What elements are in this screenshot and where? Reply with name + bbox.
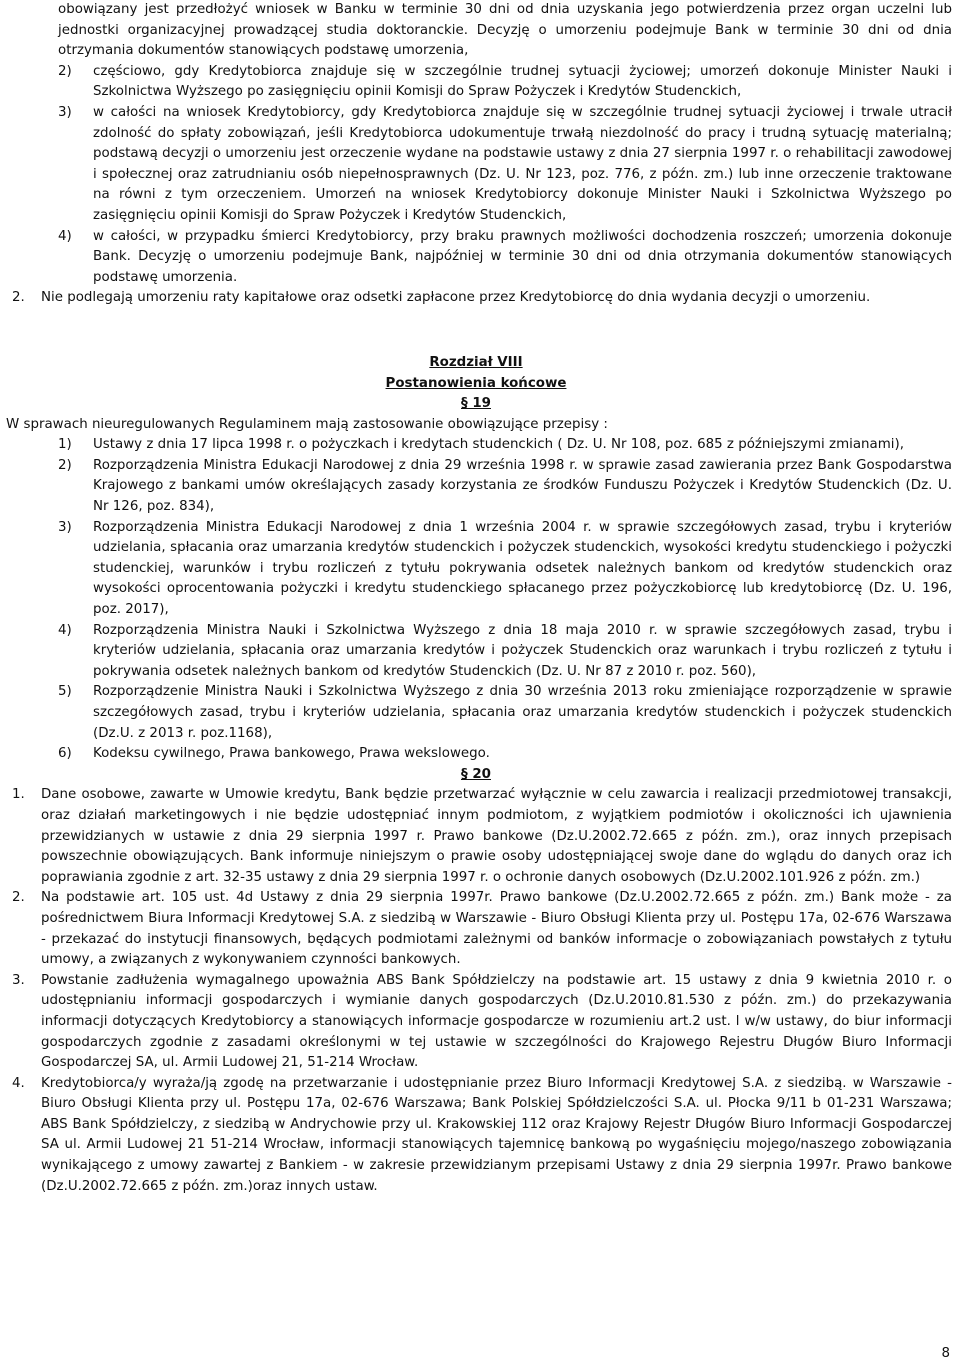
list-item-text: Rozporządzenie Ministra Nauki i Szkolnictwa Wyższego z dnia 30 września 2013 roku zmieniające rozporządzenie w sprawie szczegółowych zasad, trybu i kryteriów udzielania, spłacania oraz umarzania kredytów studenckich i pożyczek studenckich (Dz.U. z 2013 r. poz.1168), bbox=[93, 684, 952, 741]
list-item bbox=[58, 744, 952, 765]
point-number: 2. bbox=[12, 290, 25, 306]
list-item-text: Dane osobowe, zawarte w Umowie kredytu, Bank będzie przetwarzać wyłącznie w celu zawarcia i realizacji przedmiotowej transakcji, oraz działań marketingowych i nie będzie udostępniać innym podmiotom, z wyjątkiem podmiotów i okoliczności ich ujawnienia przewidzianych w ustawie z dnia 29 sierpnia 1997 r. Prawo bankowe (Dz.U.2002.72.665 z późn. zm.), oraz innych przepisach powszechnie obowiązujących. Bank informuje niniejszym o prawie osoby udostępniającej swoje dane do wglądu do danych oraz ich poprawiania zgodnie z art. 32-35 ustawy z dnia 29 sierpnia 1997 r. o ochronie danych osobowych (Dz.U.2002.101.926 z późn. zm.) bbox=[41, 787, 952, 885]
list-item bbox=[58, 682, 952, 744]
continuation-paragraph: obowiązany jest przedłożyć wniosek w Banku w terminie 30 dni od dnia uzyskania jego potwierdzenia przez organ uczelni lub jednostki organizacyjnej prowadzącej studia doktoranckie. Decyzję o umorzeniu podejmuje Bank w terminie 30 dni od dnia otrzymania dokumentów stanowiących podstawę umorzenia, bbox=[58, 2, 952, 59]
section-20-sign: § 20 bbox=[461, 766, 491, 782]
list-item-number: 1. bbox=[12, 787, 25, 803]
list-item-number: 2. bbox=[12, 890, 25, 906]
list-item bbox=[58, 621, 952, 683]
list-item bbox=[6, 1074, 952, 1198]
point-text: Nie podlegają umorzeniu raty kapitałowe oraz odsetki zapłacone przez Kredytobiorcę do dnia wydania decyzji o umorzeniu. bbox=[41, 290, 871, 306]
section-19-sign: § 19 bbox=[461, 396, 491, 412]
list-item-text: Rozporządzenia Ministra Edukacji Narodowej z dnia 29 września 1998 r. w sprawie zasad zawierania przez Bank Gospodarstwa Krajowego z bankami umów określających zasady korzystania ze środków Funduszu Pożyczek i Kredytów Studenckich (Dz. U. Nr 126, poz. 834), bbox=[93, 457, 952, 515]
list-item bbox=[58, 62, 952, 103]
section-20-list bbox=[12, 785, 952, 1197]
list-item-number: 4) bbox=[58, 228, 72, 244]
list-item-number: 1) bbox=[58, 437, 72, 453]
list-item-text: częściowo, gdy Kredytobiorca znajduje się w szczególnie trudnej sytuacji życiowej; umorzeń dokonuje Minister Nauki i Szkolnictwa Wyższego po zasięgnięciu opinii Komisji do Spraw Pożyczek i Kredytów Studenckich, bbox=[93, 63, 952, 100]
list-item-text: Powstanie zadłużenia wymagalnego upoważnia ABS Bank Spółdzielczy na podstawie art. 15 ustawy z dnia 9 kwietnia 2010 r. o udostępnianiu informacji gospodarczych i wymianie danych gospodarczych (Dz.U.2010.81.530 z późn. zm.) do przekazywania informacji dotyczących Kredytobiorcy a stanowiących informacje gospodarcze w rozumieniu art.2 ust. l w/w ustawy, do biur informacji gospodarczych zgodnie z zasadami określonymi w tej ustawie w szczególności do Krajowego Rejestru Długów Biuro Informacji Gospodarczej SA, ul. Armii Ludowej 21, 51-214 Wrocław. bbox=[41, 972, 952, 1071]
chapter-subtitle: Postanowienia końcowe bbox=[385, 375, 567, 391]
list-item-number: 3) bbox=[58, 104, 72, 120]
list-item-number: 2) bbox=[58, 457, 72, 473]
list-item-text: Na podstawie art. 105 ust. 4d Ustawy z dnia 29 sierpnia 1997r. Prawo bankowe (Dz.U.2002.72.665 z późn. zm.) Bank może - za pośrednictwem Biura Informacji Kredytowej S.A. z siedzibą w Warszawie - Biuro Obsługi Klienta przy ul. Postępu 17a, 02-676 Warszawa - przekazać do instytucji finansowych, będących podmiotami zależnymi od banków informacje o zobowiązaniach powstałych z tytułu umowy, a związanych z wykonywaniem czynności bankowych. bbox=[41, 890, 952, 968]
chapter-title: Rozdział VIII bbox=[429, 354, 523, 370]
section-19-list bbox=[58, 435, 952, 765]
list-item-number: 6) bbox=[58, 746, 72, 762]
list-item-number: 4) bbox=[58, 622, 72, 638]
list-item bbox=[6, 971, 952, 1074]
point-2 bbox=[6, 288, 952, 309]
list-item bbox=[58, 103, 952, 227]
list-item-text: w całości na wniosek Kredytobiorcy, gdy Kredytobiorca znajduje się w szczególnie trudnej sytuacji życiowej i trwale utracił zdolność do spłaty zobowiązań, jeśli Kredytobiorca udokumentuje trwałą niezdolność do pracy i trudną sytuację materialną; podstawą decyzji o umorzeniu jest orzeczenie wydane na podstawie ustawy z dnia 27 sierpnia 1997 r. o rehabilitacji zawodowej i społecznej oraz zatrudnianiu osób niepełnosprawnych (Dz. U. Nr 123, poz. 776, z późn. zm.) lub inne orzeczenie traktowane na równi z tym orzeczeniem. Umorzeń na wniosek Kredytobiorcy dokonuje Minister Nauki i Szkolnictwa Wyższego po zasięgnięciu opinii Komisji do Spraw Pożyczek i Kredytów Studenckich, bbox=[93, 104, 952, 223]
list-item-text: Ustawy z dnia 17 lipca 1998 r. o pożyczkach i kredytach studenckich ( Dz. U. Nr 108, poz. 685 z późniejszymi zmianami), bbox=[93, 437, 904, 453]
list-item bbox=[58, 227, 952, 289]
list-item-text: Kodeksu cywilnego, Prawa bankowego, Prawa wekslowego. bbox=[93, 746, 490, 762]
list-item-text: Rozporządzenia Ministra Nauki i Szkolnictwa Wyższego z dnia 18 maja 2010 r. w sprawie szczegółowych zasad, trybu i kryteriów udzielania, spłacania oraz umarzania kredytów i pożyczek Studenckich oraz warunkach i trybu rozliczeń z tytułu i pokrywania odsetek należnych bankom od kredytów Studenckich (Dz. U. Nr 87 z 2010 r. poz. 560), bbox=[93, 622, 952, 679]
list-item-text: Kredytobiorca/y wyraża/ją zgodę na przetwarzanie i udostępnianie przez Biuro Informacji Kredytowej S.A. z siedzibą. w Warszawie - Biuro Obsługi Klienta przy ul. Postępu 17a, 02-676 Warszawa; Bank Polskiej Spółdzielczości S.A. ul. Płocka 9/11 b 01-231 Warszawa; ABS Bank Spółdzielczy, z siedzibą w Andrychowie przy ul. Krakowskiej 112 oraz Krajowy Rejestr Długów Biuro Informacji Gospodarczej SA ul. Armii Ludowej 21 51-214 Wrocław, informacji stanowiących tajemnicę bankową po wygaśnięciu mojego/naszego zobowiązania wynikającego z umowy zawartej z Bankiem - w zakresie przewidzianym przepisami Ustawy z dnia 29 sierpnia 1997r. Prawo bankowe (Dz.U.2002.72.665 z późn. zm.)oraz innych ustaw. bbox=[41, 1075, 952, 1194]
list-item-number: 3) bbox=[58, 519, 72, 535]
section-19-intro: W sprawach nieuregulowanych Regulaminem mają zastosowanie obowiązujące przepisy : bbox=[6, 416, 608, 432]
list-item bbox=[58, 518, 952, 621]
spacer bbox=[58, 309, 952, 353]
list-item bbox=[58, 435, 952, 456]
list-item bbox=[6, 888, 952, 970]
list-item-number: 4. bbox=[12, 1075, 25, 1091]
list-item-number: 5) bbox=[58, 684, 72, 700]
list-item-text: Rozporządzenia Ministra Edukacji Narodowej z dnia 1 września 2004 r. w sprawie szczegółowych zasad, trybu i kryteriów udzielania, spłacania oraz umarzania kredytów studenckich i pożyczek studenckich, wysokości kredytu studenckiego i pożyczki studenckiej, warunków i trybu rozliczeń z tytułu pokrywania odsetek należnych bankom od kredytów studenckich oraz wysokości oprocentowania pożyczki i kredytu studenckiego spłacanego przez pożyczkobiorcę lub kredytobiorcę (Dz. U. 196, poz. 2017), bbox=[93, 519, 952, 618]
page-content bbox=[6, 0, 952, 1197]
list-item-text: w całości, w przypadku śmierci Kredytobiorcy, przy braku prawnych możliwości dochodzenia roszczeń; umorzenia dokonuje Bank. Decyzję o umorzeniu podejmuje Bank, najpóźniej w terminie 30 dni od dnia otrzymania dokumentów stanowiących podstawę umorzenia. bbox=[93, 228, 952, 285]
list-item-number: 2) bbox=[58, 63, 72, 79]
page-number: 8 bbox=[941, 1346, 950, 1362]
list-item bbox=[58, 456, 952, 518]
list-item bbox=[6, 785, 952, 888]
list-item-number: 3. bbox=[12, 972, 25, 988]
umorzenie-list bbox=[58, 62, 952, 289]
